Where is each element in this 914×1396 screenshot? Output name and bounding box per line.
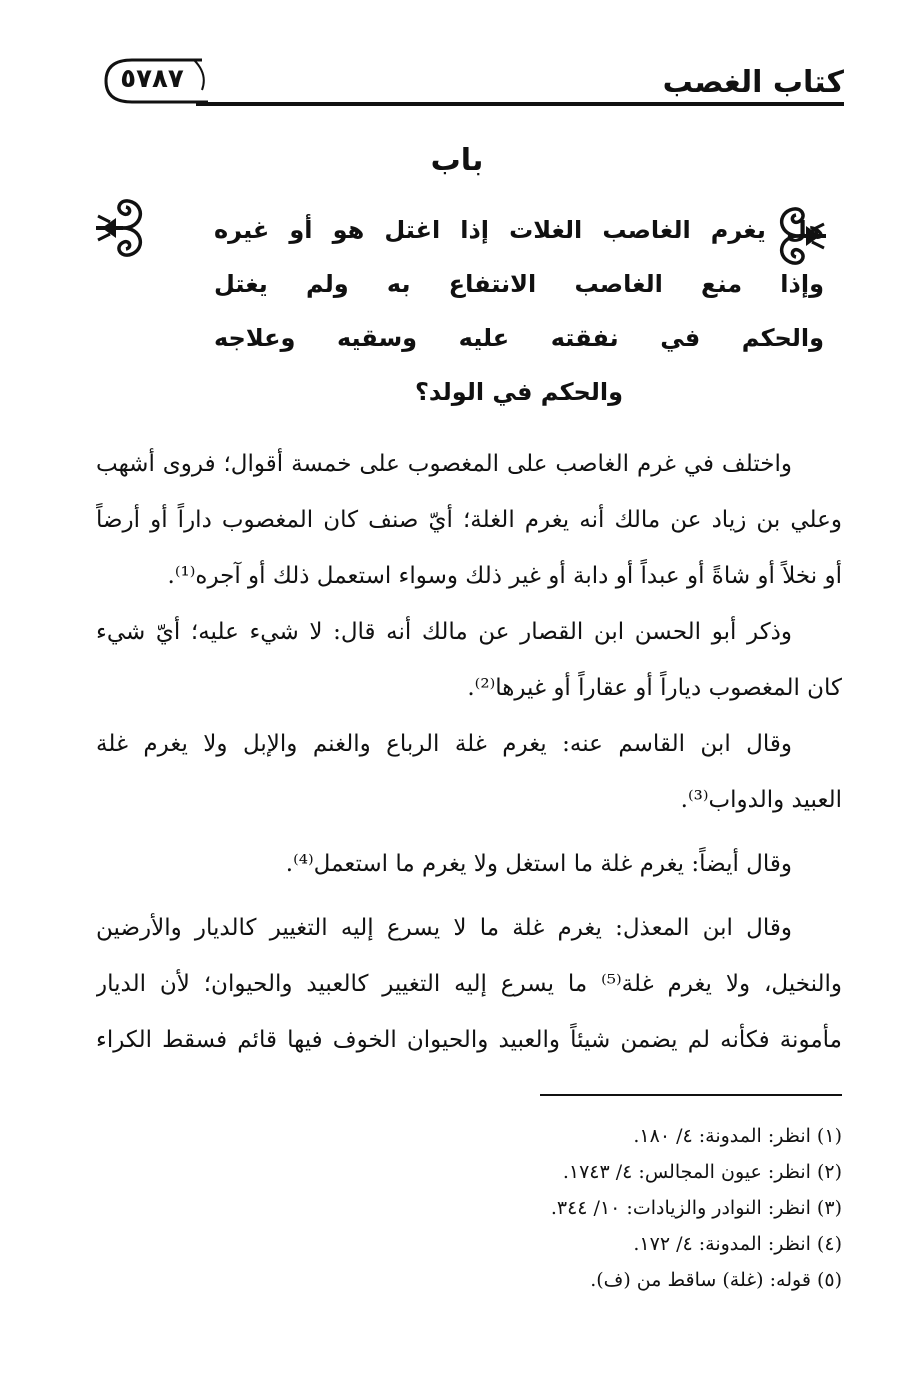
text-line: وقال أيضاً: يغرم غلة ما استغل ولا يغرم ما استعمل⁽⁴⁾. [285, 851, 792, 877]
book-title: كتاب الغصب [662, 65, 844, 100]
heading-line: وإذا منع الغاصب الانتفاع به ولم يغتل [214, 270, 824, 298]
heading-line: والحكم في نفقته عليه وسقيه وعلاجه [214, 324, 824, 352]
chapter-label: باب [430, 143, 484, 178]
chapter-heading [214, 203, 824, 419]
text-line: العبيد والدواب⁽³⁾. [680, 787, 842, 813]
paragraph [96, 436, 842, 604]
floral-ornament-icon [94, 188, 152, 268]
text-line: وعلي بن زياد عن مالك أنه يغرم الغلة؛ أيّ صنف كان المغصوب داراً أو أرضاً [96, 507, 842, 533]
text-line: مأمونة فكأنه لم يضمن شيئاً والعبيد والحيوان الخوف فيها قائم فسقط الكراء [96, 1027, 842, 1053]
footnote: (١) انظر: المدونة: ٤/ ١٨٠. [633, 1125, 842, 1147]
page-number: ٥٧٨٧ [120, 64, 184, 94]
text-line: أو نخلاً أو شاةً أو عبداً أو دابة أو غير ذلك وسواء استعمل ذلك أو آجره⁽¹⁾. [167, 563, 842, 589]
text-line: وذكر أبو الحسن ابن القصار عن مالك أنه قال: لا شيء عليه؛ أيّ شيء [96, 619, 792, 645]
text-line: وقال ابن المعذل: يغرم غلة ما لا يسرع إليه التغيير كالديار والأرضين [96, 915, 792, 941]
paragraph [96, 604, 842, 716]
footnote: (٣) انظر: النوادر والزيادات: ١٠/ ٣٤٤. [550, 1197, 842, 1219]
footnote: (٥) قوله: (غلة) ساقط من (ف). [590, 1269, 842, 1291]
paragraph [96, 716, 842, 828]
text-line: وقال ابن القاسم عنه: يغرم غلة الرباع والغنم والإبل ولا يغرم غلة [96, 731, 792, 757]
paragraph [96, 836, 842, 892]
text-line: والنخيل، ولا يغرم غلة⁽⁵⁾ ما يسرع إليه التغيير كالعبيد والحيوان؛ لأن الديار [96, 971, 842, 997]
footnote: (٢) انظر: عيون المجالس: ٤/ ١٧٤٣. [562, 1161, 842, 1183]
footnotes [102, 1118, 842, 1298]
text-line: كان المغصوب دياراً أو عقاراً أو غيرها⁽²⁾. [467, 675, 842, 701]
footnote-separator [540, 1094, 842, 1096]
heading-line: هل يغرم الغاصب الغلات إذا اغتل هو أو غيره [214, 216, 824, 244]
header-rule [196, 102, 844, 106]
paragraph [96, 900, 842, 1068]
footnote: (٤) انظر: المدونة: ٤/ ١٧٢. [633, 1233, 842, 1255]
heading-line: والحكم في الولد؟ [414, 378, 624, 406]
text-line: واختلف في غرم الغاصب على المغصوب على خمسة أقوال؛ فروى أشهب [96, 451, 792, 477]
